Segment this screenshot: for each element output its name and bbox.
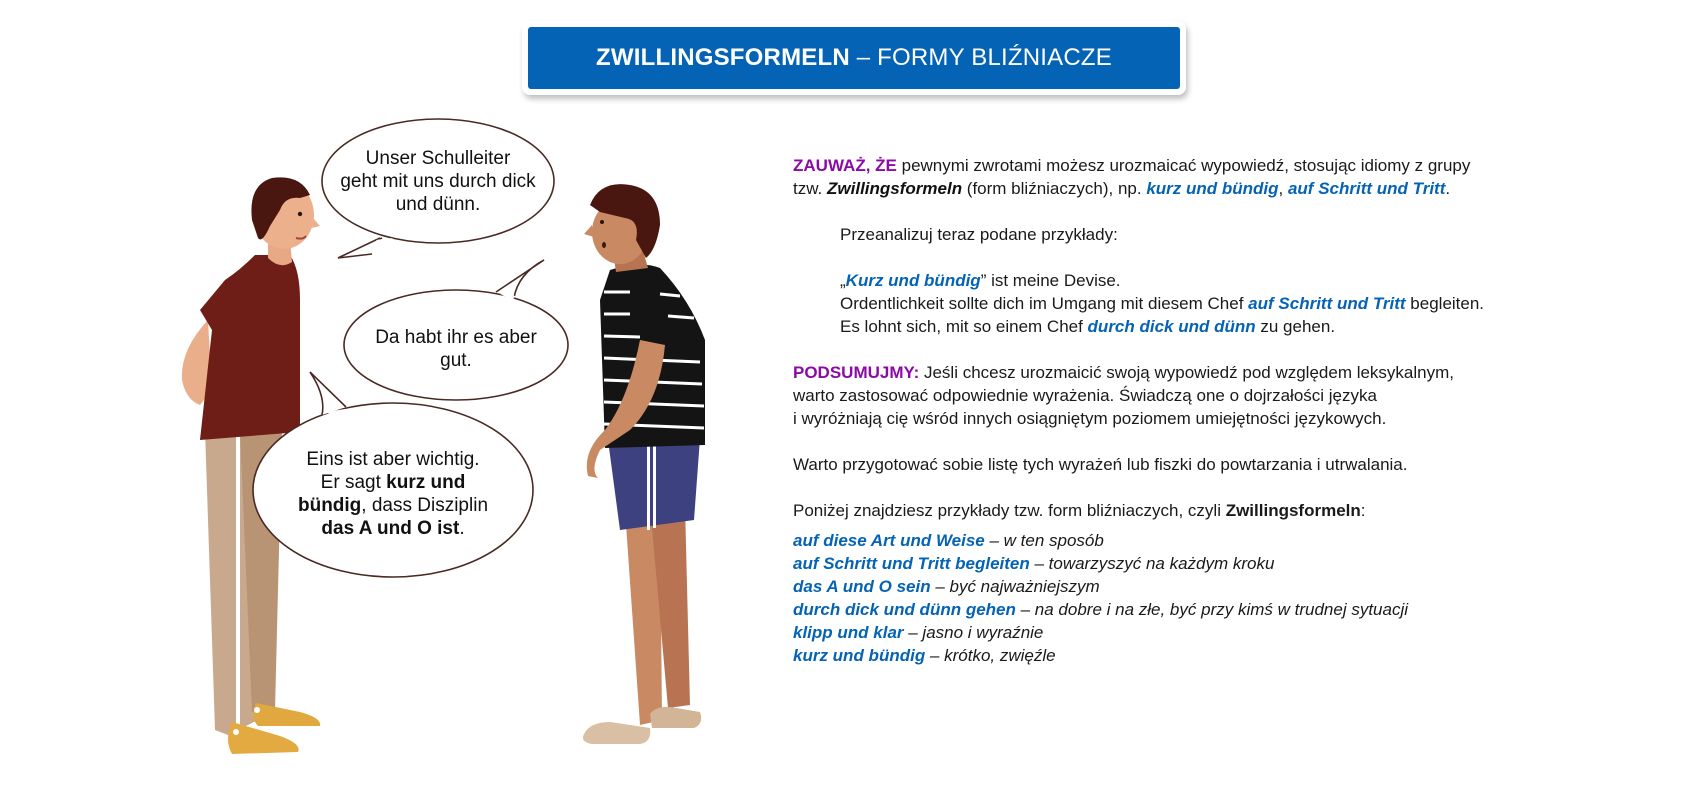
sentence-text: ” ist meine Devise. [980, 271, 1121, 290]
speech-bubble-1 [322, 147, 554, 216]
glossary-item [793, 552, 1673, 575]
glossary-meaning: – krótko, zwięźle [925, 646, 1056, 665]
glossary-meaning: – jasno i wyraźnie [903, 623, 1044, 642]
glossary-phrase: auf Schritt und Tritt begleiten [793, 554, 1030, 573]
glossary-phrase: klipp und klar [793, 623, 904, 642]
glossary-phrase: das A und O sein [793, 577, 931, 596]
intro-paragraph [793, 154, 1673, 200]
tip-paragraph: Warto przygotować sobie listę tych wyrażeń lub fiszki do powtarzania i utrwalania. [793, 455, 1408, 474]
list-intro [793, 499, 1673, 522]
bubble-3-text: , dass Disziplin [361, 495, 489, 516]
sentence-text: begleiten. [1405, 294, 1485, 313]
example-phrase: durch dick und dünn [1087, 317, 1256, 336]
title-bold: ZWILLINGSFORMELN [596, 44, 850, 71]
intro-separator: , [1278, 179, 1288, 198]
speech-bubble-3 [273, 448, 513, 540]
bubble-3-text: Er sagt [320, 472, 387, 493]
bubble-3-bold: bündig [297, 495, 362, 516]
bubble-3-line: Eins ist aber wichtig. [306, 449, 480, 470]
bubble-3-text: . [459, 518, 465, 539]
summary-label: PODSUMUJMY: [793, 363, 920, 382]
summary-text: warto zastosować odpowiednie wyrażenia. Świadczą one o dojrzałości języka [793, 386, 1377, 405]
glossary-meaning: – być najważniejszym [930, 577, 1100, 596]
example-phrase: Kurz und bündig [845, 271, 981, 290]
summary-text: Jeśli chcesz urozmaicić swoją wypowiedź pod względem leksykalnym, [919, 363, 1455, 382]
glossary-item [793, 644, 1673, 667]
sentence-text: Es lohnt sich, mit so einem Chef [840, 317, 1088, 336]
bubble-2-line: Da habt ihr es aber [375, 327, 537, 348]
intro-example-2: auf Schritt und Tritt [1287, 179, 1446, 198]
intro-term: Zwillingsformeln [827, 179, 963, 198]
list-intro-end: : [1360, 501, 1366, 520]
glossary-meaning: – w ten sposób [984, 531, 1104, 550]
sentence-text: Ordentlichkeit sollte dich im Umgang mit diesem Chef [840, 294, 1249, 313]
example-sentence-1 [793, 269, 1673, 292]
intro-label: ZAUWAŻ, ŻE [793, 156, 897, 175]
intro-text: pewnymi zwrotami możesz urozmaicać wypowiedź, stosując idiomy z grupy [896, 156, 1471, 175]
intro-end: . [1445, 179, 1451, 198]
glossary-list [793, 529, 1673, 667]
glossary-meaning: – towarzyszyć na każdym kroku [1029, 554, 1275, 573]
summary-text: i wyróżniają cię wśród innych osiągniętym poziomem umiejętności językowych. [793, 409, 1387, 428]
speech-bubble-2 [350, 326, 562, 372]
glossary-phrase: durch dick und dünn gehen [793, 600, 1016, 619]
bubble-1-line: geht mit uns durch dick [340, 171, 536, 192]
intro-text: tzw. [793, 179, 828, 198]
glossary-item [793, 529, 1673, 552]
example-sentence-3 [793, 315, 1673, 338]
glossary-phrase: auf diese Art und Weise [793, 531, 985, 550]
quote-open: „ [840, 271, 846, 290]
glossary-item [793, 575, 1673, 598]
bubble-3-bold: kurz und [386, 472, 466, 493]
bubble-2-line: gut. [440, 350, 472, 371]
summary-paragraph [793, 361, 1673, 430]
bubble-3-bold: das A und O ist [321, 518, 460, 539]
bubble-1-line: und dünn. [395, 194, 481, 215]
intro-example-1: kurz und bündig [1146, 179, 1279, 198]
glossary-meaning: – na dobre i na złe, być przy kimś w trudnej sytuacji [1015, 600, 1409, 619]
example-sentence-2 [793, 292, 1673, 315]
list-intro-text: Poniżej znajdziesz przykłady tzw. form bliźniaczych, czyli [793, 501, 1226, 520]
sentence-text: zu gehen. [1255, 317, 1336, 336]
glossary-item [793, 598, 1673, 621]
glossary-item [793, 621, 1673, 644]
right-boy-figure [583, 184, 705, 744]
lesson-content [793, 154, 1673, 667]
example-phrase: auf Schritt und Tritt [1248, 294, 1406, 313]
intro-text: (form bliźniaczych), np. [962, 179, 1147, 198]
illustration [0, 0, 760, 800]
title-rest: – FORMY BLIŹNIACZE [849, 44, 1112, 71]
analyze-heading: Przeanalizuj teraz podane przykłady: [840, 225, 1118, 244]
bubble-1-line: Unser Schulleiter [365, 148, 511, 169]
list-intro-term: Zwillingsformeln [1225, 501, 1361, 520]
glossary-phrase: kurz und bündig [793, 646, 926, 665]
